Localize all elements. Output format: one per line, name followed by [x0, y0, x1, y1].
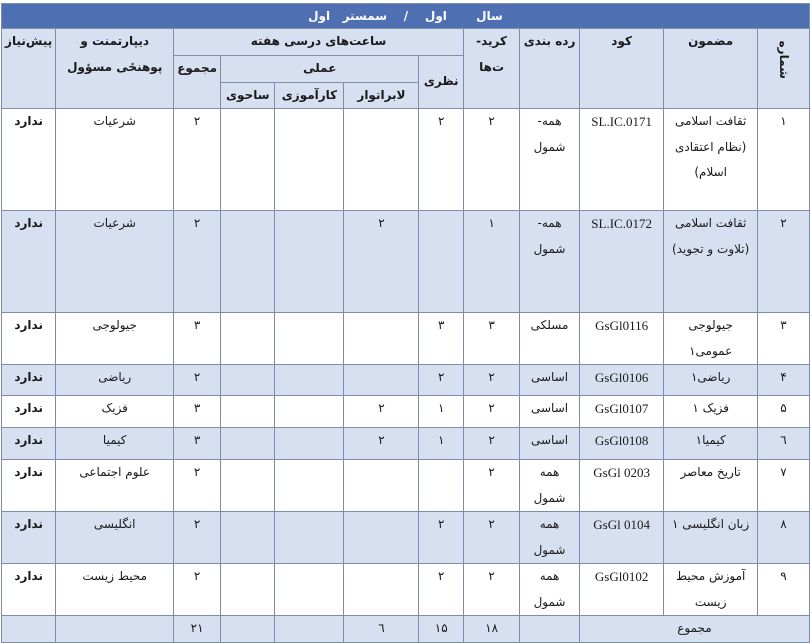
- department-cell: محیط زیست: [56, 564, 174, 616]
- theory-cell: ۱: [419, 428, 464, 460]
- workshop-cell: [275, 564, 344, 616]
- table-row: [2, 460, 810, 512]
- header-theory: نظری: [419, 56, 464, 109]
- code-cell: GsGl0102: [579, 564, 663, 616]
- field-cell: [221, 428, 275, 460]
- header-weekly-hours: ساعت‌های درسی هفته: [174, 29, 464, 56]
- credits-cell: ۲: [463, 512, 519, 564]
- department-cell: شرعیات: [56, 109, 174, 211]
- code-cell: 0104 GsGl: [579, 512, 663, 564]
- banner-row: [2, 4, 810, 29]
- lab-cell: [344, 109, 419, 211]
- field-cell: [221, 564, 275, 616]
- table-row: [2, 512, 810, 564]
- code-cell: GsGl 0203: [579, 460, 663, 512]
- credits-cell: ۲: [463, 428, 519, 460]
- year-value: اول: [424, 9, 447, 23]
- credits-cell: ۲: [463, 460, 519, 512]
- header-field: ساحوی: [221, 82, 275, 109]
- category-cell: همه- شمول: [520, 211, 580, 313]
- prereq-cell: ندارد: [2, 564, 56, 616]
- department-cell: انگلیسی: [56, 512, 174, 564]
- theory-cell: ۱: [419, 396, 464, 428]
- workshop-cell: [275, 460, 344, 512]
- department-cell: علوم اجتماعی: [56, 460, 174, 512]
- category-cell: اساسی: [520, 365, 580, 396]
- subject-cell: فزیک ۱: [664, 396, 758, 428]
- code-cell: GsGl0107: [579, 396, 663, 428]
- theory-cell: [419, 460, 464, 512]
- total-cell: ۲: [174, 365, 221, 396]
- header-department: دیپارتمنت و پوهنځی مسؤول: [56, 29, 174, 109]
- row-index: ٦: [758, 428, 810, 460]
- lab-cell: ۲: [344, 211, 419, 313]
- prereq-cell: ندارد: [2, 428, 56, 460]
- category-cell: همه- شمول: [520, 109, 580, 211]
- totals-theory: ۱۵: [419, 616, 464, 643]
- totals-workshop: [275, 616, 344, 643]
- lab-cell: [344, 313, 419, 365]
- totals-row: [2, 616, 810, 643]
- header-subject: مضمون: [664, 29, 758, 109]
- banner-separator: /: [403, 9, 409, 23]
- total-cell: ۳: [174, 396, 221, 428]
- credits-cell: ۲: [463, 396, 519, 428]
- code-cell: SL.IC.0171: [579, 109, 663, 211]
- totals-lab: ٦: [344, 616, 419, 643]
- department-cell: کیمیا: [56, 428, 174, 460]
- workshop-cell: [275, 512, 344, 564]
- total-cell: ۳: [174, 428, 221, 460]
- workshop-cell: [275, 396, 344, 428]
- field-cell: [221, 109, 275, 211]
- field-cell: [221, 512, 275, 564]
- workshop-cell: [275, 428, 344, 460]
- table-row: [2, 428, 810, 460]
- header-workshop: کارآموزی: [275, 82, 344, 109]
- credits-cell: ۱: [463, 211, 519, 313]
- theory-cell: ۳: [419, 313, 464, 365]
- workshop-cell: [275, 365, 344, 396]
- row-index: ۲: [758, 211, 810, 313]
- field-cell: [221, 313, 275, 365]
- subject-cell: زبان انگلیسی ۱: [664, 512, 758, 564]
- subject-cell: ریاضی۱: [664, 365, 758, 396]
- table-row: [2, 564, 810, 616]
- category-cell: همه شمول: [520, 460, 580, 512]
- totals-prereq: [2, 616, 56, 643]
- lab-cell: [344, 460, 419, 512]
- row-index: ۵: [758, 396, 810, 428]
- totals-department: [56, 616, 174, 643]
- table-row: [2, 109, 810, 211]
- subject-cell: ثقافت اسلامی (نظام اعتقادی اسلام): [664, 109, 758, 211]
- row-index: ۷: [758, 460, 810, 512]
- field-cell: [221, 460, 275, 512]
- lab-cell: [344, 512, 419, 564]
- subject-cell: تاریخ معاصر: [664, 460, 758, 512]
- code-cell: SL.IC.0172: [579, 211, 663, 313]
- curriculum-table: [1, 3, 810, 643]
- credits-cell: ۲: [463, 365, 519, 396]
- theory-cell: ۲: [419, 365, 464, 396]
- theory-cell: ۲: [419, 564, 464, 616]
- total-cell: ۲: [174, 109, 221, 211]
- prereq-cell: ندارد: [2, 396, 56, 428]
- header-practical: عملی: [221, 56, 419, 83]
- subject-cell: ثقافت اسلامی (تلاوت و تجوید): [664, 211, 758, 313]
- credits-cell: ۲: [463, 109, 519, 211]
- workshop-cell: [275, 211, 344, 313]
- workshop-cell: [275, 313, 344, 365]
- totals-field: [221, 616, 275, 643]
- prereq-cell: ندارد: [2, 211, 56, 313]
- department-cell: فزیک: [56, 396, 174, 428]
- prereq-cell: ندارد: [2, 109, 56, 211]
- lab-cell: ۲: [344, 396, 419, 428]
- header-index: شماره: [758, 29, 810, 109]
- header-total: مجموع: [174, 56, 221, 109]
- code-cell: GsGl0108: [579, 428, 663, 460]
- credits-cell: ۲: [463, 564, 519, 616]
- header-lab: لابراتوار: [344, 82, 419, 109]
- total-cell: ۲: [174, 460, 221, 512]
- theory-cell: ۲: [419, 512, 464, 564]
- code-cell: GsGl0106: [579, 365, 663, 396]
- department-cell: ریاضی: [56, 365, 174, 396]
- semester-value: اول: [308, 9, 331, 23]
- total-cell: ۲: [174, 512, 221, 564]
- row-index: ۹: [758, 564, 810, 616]
- credits-cell: ۳: [463, 313, 519, 365]
- totals-total: ۲۱: [174, 616, 221, 643]
- department-cell: جیولوجی: [56, 313, 174, 365]
- table-row: [2, 211, 810, 313]
- subject-cell: آموزش محیط زیست: [664, 564, 758, 616]
- row-index: ۸: [758, 512, 810, 564]
- table-row: [2, 313, 810, 365]
- header-code: کود: [579, 29, 663, 109]
- year-label: سال: [476, 9, 503, 23]
- header-credits: کرید-ت‌ها: [463, 29, 519, 109]
- prereq-cell: ندارد: [2, 313, 56, 365]
- lab-cell: ۲: [344, 428, 419, 460]
- category-cell: اساسی: [520, 396, 580, 428]
- theory-cell: [419, 211, 464, 313]
- category-cell: اساسی: [520, 428, 580, 460]
- row-index: ۳: [758, 313, 810, 365]
- header-category: رده بندی: [520, 29, 580, 109]
- field-cell: [221, 396, 275, 428]
- total-cell: ۲: [174, 211, 221, 313]
- subject-cell: کیمیا۱: [664, 428, 758, 460]
- code-cell: GsGl0116: [579, 313, 663, 365]
- total-cell: ۲: [174, 564, 221, 616]
- totals-credits: ۱۸: [463, 616, 519, 643]
- category-cell: مسلکی: [520, 313, 580, 365]
- prereq-cell: ندارد: [2, 512, 56, 564]
- prereq-cell: ندارد: [2, 365, 56, 396]
- table-row: [2, 396, 810, 428]
- category-cell: همه شمول: [520, 512, 580, 564]
- field-cell: [221, 211, 275, 313]
- row-index: ۱: [758, 109, 810, 211]
- table-row: [2, 365, 810, 396]
- header-prereq: پیش‌نیاز: [2, 29, 56, 109]
- lab-cell: [344, 365, 419, 396]
- department-cell: شرعیات: [56, 211, 174, 313]
- field-cell: [221, 365, 275, 396]
- total-cell: ۳: [174, 313, 221, 365]
- banner-cell: [2, 4, 810, 29]
- header-row-1: [2, 29, 810, 56]
- totals-label: مجموع: [579, 616, 809, 643]
- totals-category: [520, 616, 580, 643]
- workshop-cell: [275, 109, 344, 211]
- subject-cell: جیولوجی عمومی۱: [664, 313, 758, 365]
- theory-cell: ۲: [419, 109, 464, 211]
- prereq-cell: ندارد: [2, 460, 56, 512]
- row-index: ۴: [758, 365, 810, 396]
- semester-label: سمستر: [342, 9, 388, 23]
- lab-cell: [344, 564, 419, 616]
- category-cell: همه شمول: [520, 564, 580, 616]
